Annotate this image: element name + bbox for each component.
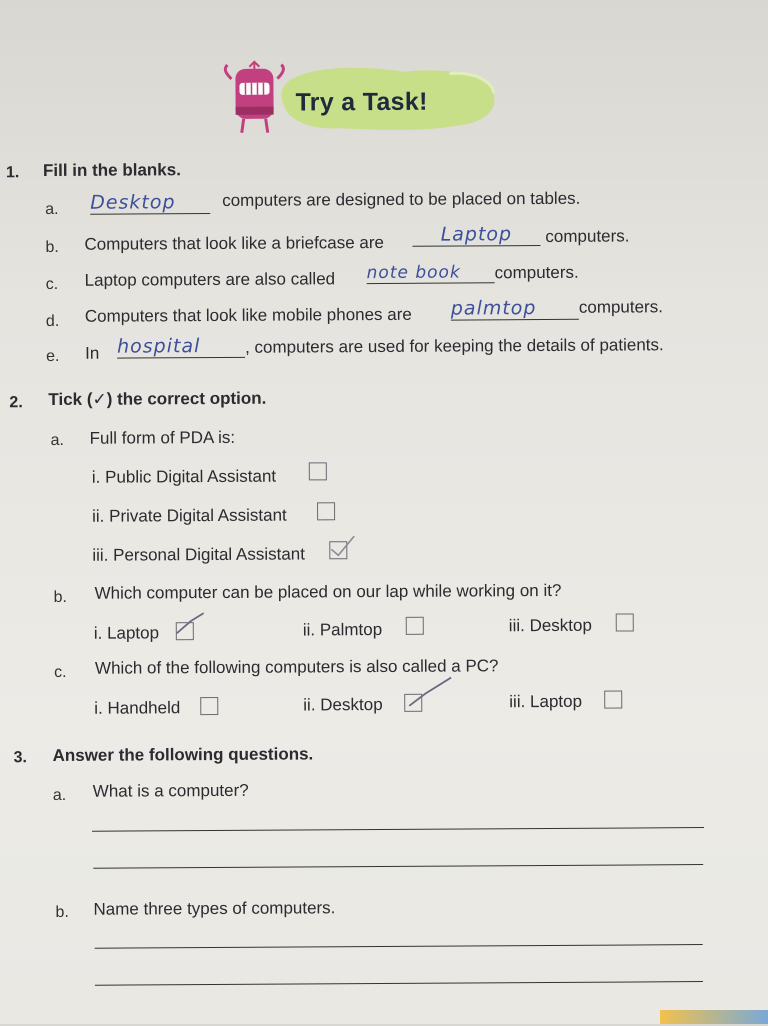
q3-a-answer-line-2[interactable] xyxy=(93,864,703,869)
q3-a-letter: a. xyxy=(53,787,66,805)
q2-b-option-2-label: ii. Palmtop xyxy=(303,620,382,640)
q2-b-option-3-checkbox[interactable] xyxy=(616,613,634,631)
q1-d-text-after: computers. xyxy=(579,297,663,318)
q3-b-answer-line-1[interactable] xyxy=(95,944,703,949)
q2-c-option-3-checkbox[interactable] xyxy=(604,691,622,709)
banner-title: Try a Task! xyxy=(295,88,427,118)
q1-e-text-after: , computers are used for keeping the details of patients. xyxy=(245,335,664,358)
q3-b-letter: b. xyxy=(55,904,68,922)
q1-e-letter: e. xyxy=(46,348,59,366)
q3-b-question: Name three types of computers. xyxy=(93,898,335,919)
question-3-number: 3. xyxy=(14,749,27,767)
q2-c-letter: c. xyxy=(54,664,67,682)
q1-c-answer-blank xyxy=(367,262,495,284)
q3-a-answer-line-1[interactable] xyxy=(92,827,704,832)
q2-b-question: Which computer can be placed on our lap while working on it? xyxy=(95,581,562,604)
q1-b-answer-blank xyxy=(412,223,540,247)
q2-a-option-3-tick-icon xyxy=(326,534,356,558)
q2-b-option-3-label: iii. Desktop xyxy=(509,616,592,637)
q1-b-answer: Laptop xyxy=(412,223,540,247)
q1-d-answer: palmtop xyxy=(451,297,579,321)
q3-a-question: What is a computer? xyxy=(93,781,249,802)
q1-b-text-before: Computers that look like a briefcase are xyxy=(84,233,384,255)
q1-e-answer-blank xyxy=(117,335,247,359)
page-corner-decoration xyxy=(660,1010,768,1024)
q2-c-option-1-checkbox[interactable] xyxy=(200,697,218,715)
q2-c-option-3-label: iii. Laptop xyxy=(509,692,582,712)
q1-a-letter: a. xyxy=(45,201,58,219)
question-3-heading: Answer the following questions. xyxy=(52,744,313,766)
q2-a-option-1-checkbox[interactable] xyxy=(309,462,327,480)
q3-b-answer-line-2[interactable] xyxy=(95,981,703,986)
q1-b-text-after: computers. xyxy=(545,226,629,247)
q2-c-option-1-label: i. Handheld xyxy=(94,698,180,719)
q1-a-answer-blank xyxy=(90,191,210,215)
question-2-heading: Tick (✓) the correct option. xyxy=(48,389,266,410)
q2-a-option-2-label: ii. Private Digital Assistant xyxy=(92,506,287,527)
q2-c-option-2-label: ii. Desktop xyxy=(303,695,382,715)
q2-a-option-1-label: i. Public Digital Assistant xyxy=(92,467,276,488)
q1-d-letter: d. xyxy=(46,313,59,331)
q1-c-letter: c. xyxy=(46,276,59,294)
q2-c-question: Which of the following computers is also called a PC? xyxy=(95,656,499,678)
q1-e-text-before: In xyxy=(85,344,99,364)
monster-mascot-icon xyxy=(221,59,287,137)
question-2-number: 2. xyxy=(9,394,22,412)
q1-d-answer-blank xyxy=(451,297,581,321)
q2-c-option-2-tick-icon xyxy=(405,676,453,708)
q2-a-option-3-label: iii. Personal Digital Assistant xyxy=(92,544,305,565)
q1-e-answer: hospital xyxy=(117,335,245,359)
q2-b-option-1-label: i. Laptop xyxy=(94,623,159,643)
q2-b-option-2-checkbox[interactable] xyxy=(406,617,424,635)
question-1-heading: Fill in the blanks. xyxy=(43,160,181,181)
q1-b-letter: b. xyxy=(45,239,58,257)
q1-d-text-before: Computers that look like mobile phones are xyxy=(85,305,412,327)
q1-a-text-after: computers are designed to be placed on tables. xyxy=(222,189,580,211)
q1-c-text-before: Laptop computers are also called xyxy=(85,269,336,291)
q1-a-answer: Desktop xyxy=(90,191,210,215)
q2-a-option-2-checkbox[interactable] xyxy=(317,502,335,520)
q2-b-letter: b. xyxy=(54,589,67,607)
q2-a-question: Full form of PDA is: xyxy=(90,428,236,449)
q2-a-letter: a. xyxy=(51,432,64,450)
question-1-number: 1. xyxy=(6,164,19,182)
q1-c-answer: note book xyxy=(367,262,495,284)
q2-b-option-1-tick-icon xyxy=(175,611,205,635)
q1-c-text-after: computers. xyxy=(495,263,579,284)
